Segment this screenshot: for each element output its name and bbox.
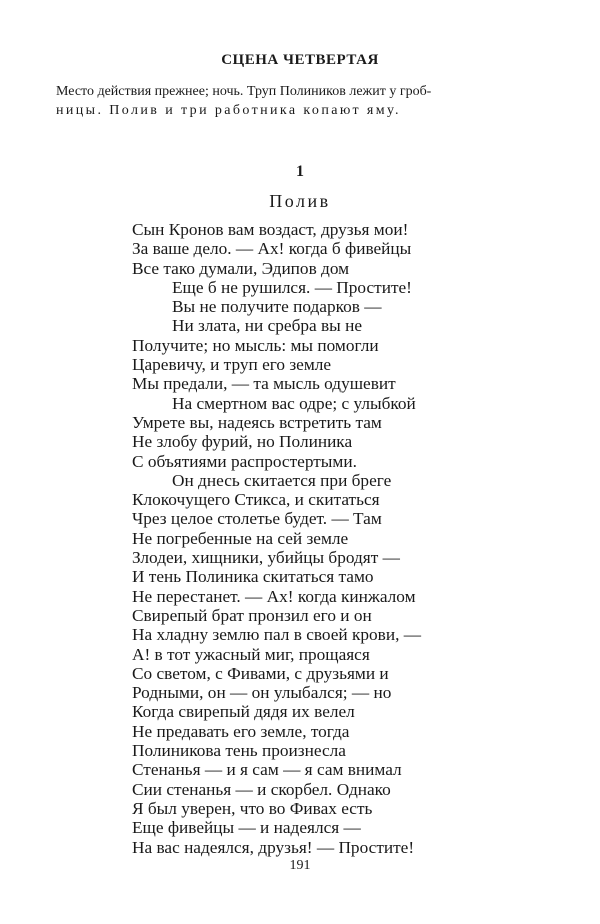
verse-line: Чрез целое столетье будет. — Там xyxy=(132,509,382,529)
verse-line: Я был уверен, что во Фивах есть xyxy=(132,798,373,818)
verse-line: Свирепый брат пронзил его и он xyxy=(132,605,372,625)
verse-line: Сын Кронов вам воздаст, друзья мои! xyxy=(132,220,409,239)
verse-line: Злодеи, хищники, убийцы бродят — xyxy=(132,548,400,568)
verse-line: На вас надеялся, друзья! — Простите! xyxy=(132,837,415,857)
stage-direction xyxy=(56,82,550,120)
verse-line: На хладну землю пал в своей крови, — xyxy=(132,625,421,645)
section-number: 1 xyxy=(296,163,304,180)
verse-line: Когда свирепый дядя их велел xyxy=(132,702,355,722)
verse-line: Полиникова тень произнесла xyxy=(132,741,346,761)
verse-line: Родными, он — он улыбался; — но xyxy=(132,683,392,703)
verse-line: Ни злата, ни сребра вы не xyxy=(172,316,363,336)
verse-line: Царевичу, и труп его земле xyxy=(132,355,332,375)
verse-line: Еще фивейцы — и надеялся — xyxy=(132,818,361,838)
verse-line: Клокочущего Стикса, и скитаться xyxy=(132,490,380,510)
verse-line: И тень Полиника скитаться тамо xyxy=(132,567,374,587)
verse-line: Стенанья — и я сам — я сам внимал xyxy=(132,760,402,780)
speaker-name: Полив xyxy=(269,191,331,211)
verse-line: Еще б не рушился. — Простите! xyxy=(172,277,412,297)
stage-direction-line-2: ницы. Полив и три работника копают яму. xyxy=(56,103,401,118)
verse-line: Мы предали, — та мысль одушевит xyxy=(132,374,396,394)
verse-line: Умрете вы, надеясь встретить там xyxy=(132,412,382,432)
verse-line: Не предавать его земле, тогда xyxy=(132,721,350,741)
verse-block xyxy=(132,220,532,857)
verse-line: Не перестанет. — Ах! когда кинжалом xyxy=(132,586,416,606)
verse-line: За ваше дело. — Ах! когда б фивейцы xyxy=(132,239,412,259)
verse-line: Он днесь скитается при бреге xyxy=(172,470,392,490)
verse-line: Все тако думали, Эдипов дом xyxy=(132,258,350,278)
verse-line: Не погребенные на сей земле xyxy=(132,528,349,548)
verse-line: С объятиями распростертыми. xyxy=(132,451,357,471)
verse-line: На смертном вас одре; с улыбкой xyxy=(172,393,416,413)
verse-line: Получите; но мысль: мы помогли xyxy=(132,335,379,355)
verse-line: Сии стенанья — и скорбел. Однако xyxy=(132,779,391,799)
verse-line: Не злобу фурий, но Полиника xyxy=(132,432,353,452)
verse-line: Вы не получите подарков — xyxy=(172,297,382,317)
stage-direction-line-1: Место действия прежнее; ночь. Труп Полиников лежит у гроб- xyxy=(56,84,432,99)
verse-line: А! в тот ужасный миг, прощаяся xyxy=(132,644,370,664)
verse-line: Со светом, с Фивами, с друзьями и xyxy=(132,663,389,683)
scene-title: СЦЕНА ЧЕТВЕРТАЯ xyxy=(221,52,379,68)
page-number: 191 xyxy=(289,858,311,873)
